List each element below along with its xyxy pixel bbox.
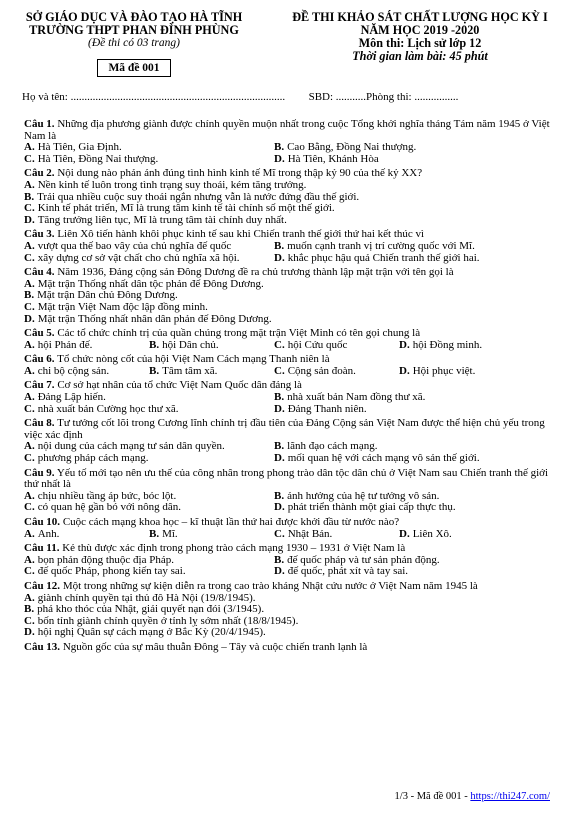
answer-options	[24, 555, 554, 578]
option-letter: D.	[399, 527, 410, 540]
option-text: Hà Tiên, Gia Định.	[37, 141, 122, 154]
option-letter: D.	[274, 251, 285, 264]
option-text: nhà xuất bản Cường học thư xã.	[37, 402, 179, 415]
answer-option	[24, 340, 149, 352]
school-year: NĂM HỌC 2019 -2020	[360, 23, 480, 37]
question-13	[24, 642, 554, 654]
option-text: Mặt trận Thống nhất dân tộc phản đế Đông Dương.	[37, 277, 264, 290]
option-text: khắc phục hậu quả Chiến tranh thế giới hai.	[287, 251, 480, 264]
answer-option	[274, 253, 554, 265]
option-letter: C.	[24, 402, 35, 415]
option-letter: B.	[149, 527, 160, 540]
option-letter: C.	[24, 152, 35, 165]
option-text: lãnh đạo cách mạng.	[287, 440, 378, 453]
sbd-room-field: SBD: ...........Phòng thi: ................	[308, 91, 459, 103]
option-letter: B.	[24, 289, 35, 302]
option-letter: C.	[24, 202, 35, 215]
option-text: Trải qua nhiều cuộc suy thoái ngắn nhưng vẫn là nước đứng đầu thế giới.	[37, 190, 360, 203]
option-letter: A.	[24, 527, 35, 540]
question-text: Câu 3. Liên Xô tiến hành khôi phục kinh tế sau khi Chiến tranh thế giới thứ hai kết thúc vì	[24, 228, 425, 241]
option-letter: C.	[24, 501, 35, 514]
answer-options	[24, 529, 554, 541]
answer-option	[24, 366, 149, 378]
option-letter: C.	[24, 300, 35, 313]
header-left	[12, 11, 256, 77]
option-text: đế quốc Pháp, phong kiến tay sai.	[37, 565, 186, 578]
answer-option	[24, 566, 274, 578]
option-text: hội nghị Quân sự cách mạng ở Bắc Kỳ (20/4/1945).	[37, 626, 266, 639]
option-text: mối quan hệ với cách mạng vô sản thế giới.	[287, 452, 480, 465]
exam-title: ĐỀ THI KHẢO SÁT CHẤT LƯỢNG HỌC KỲ I	[292, 10, 548, 24]
option-letter: B.	[274, 440, 285, 453]
option-text: hội Phản đế.	[37, 338, 93, 351]
option-text: nhà xuất bản Nam đồng thư xã.	[287, 391, 426, 404]
answer-option	[274, 154, 554, 166]
option-letter: D.	[274, 452, 285, 465]
option-letter: C.	[274, 364, 285, 377]
question-10	[24, 517, 554, 540]
option-text: chi bộ cộng sản.	[37, 364, 110, 377]
answer-options	[24, 441, 554, 464]
question-11	[24, 543, 554, 578]
option-letter: A.	[24, 141, 35, 154]
option-text: phương pháp cách mạng.	[37, 452, 149, 465]
answer-option	[274, 340, 399, 352]
question-9	[24, 468, 554, 514]
option-text: nội dung của cách mạng tư sản dân quyền.	[37, 440, 225, 453]
option-letter: B.	[149, 338, 160, 351]
option-letter: C.	[274, 527, 285, 540]
option-letter: A.	[24, 277, 35, 290]
page-footer	[395, 791, 550, 803]
option-text: chịu nhiều tầng áp bức, bóc lột.	[37, 489, 177, 502]
option-text: Hội phục việt.	[412, 364, 476, 377]
answer-options	[24, 366, 554, 378]
answer-options	[24, 392, 554, 415]
question-12	[24, 581, 554, 639]
answer-options	[24, 279, 554, 325]
option-text: bọn phản động thuộc địa Pháp.	[37, 553, 174, 566]
option-letter: D.	[24, 213, 35, 226]
option-letter: C.	[274, 338, 285, 351]
option-letter: B.	[24, 190, 35, 203]
answer-option	[24, 502, 274, 514]
option-text: hội Cứu quốc	[287, 338, 348, 351]
option-letter: A.	[24, 591, 35, 604]
option-text: Cộng sản đoàn.	[287, 364, 356, 377]
question-text: Câu 5. Các tổ chức chính trị của quần chúng trong mặt trận Việt Minh có tên gọi chung là	[24, 327, 421, 340]
question-3	[24, 229, 554, 264]
answer-option	[149, 529, 274, 541]
answer-option	[399, 340, 554, 352]
option-text: Mặt trận Việt Nam độc lập đồng minh.	[37, 300, 208, 313]
option-letter: B.	[274, 489, 285, 502]
student-info-line	[22, 91, 458, 104]
option-letter: A.	[24, 178, 35, 191]
answer-options	[24, 241, 554, 264]
header-right	[270, 11, 570, 63]
option-text: Đảng Lập hiến.	[37, 391, 106, 404]
answer-option	[399, 529, 554, 541]
option-text: có quan hệ gần bó với nông dân.	[37, 501, 181, 514]
option-letter: D.	[399, 338, 410, 351]
answer-options	[24, 142, 554, 165]
answer-option	[274, 502, 554, 514]
question-text: Câu 8. Tư tưởng cốt lõi trong Cương lĩnh chính trị đầu tiên của Đảng Cộng sản Việt Nam được thể hiện chủ yếu trong việc xác định	[24, 417, 545, 441]
option-text: Tâm tâm xã.	[162, 364, 218, 377]
option-letter: A.	[24, 391, 35, 404]
answer-option	[24, 314, 554, 326]
option-letter: D.	[274, 565, 285, 578]
option-letter: D.	[274, 152, 285, 165]
option-text: Hà Tiên, Khánh Hòa	[287, 152, 379, 165]
footer-link[interactable]: https://thi247.com/	[470, 791, 550, 802]
department-name: SỞ GIÁO DỤC VÀ ĐÀO TẠO HÀ TĨNH	[25, 10, 243, 24]
answer-options	[24, 491, 554, 514]
answer-option	[24, 529, 149, 541]
answer-option	[149, 340, 274, 352]
option-text: đế quốc pháp và tư sản phản động.	[287, 553, 440, 566]
option-letter: B.	[24, 603, 35, 616]
pages-note: (Đề thi có 03 trang)	[88, 37, 180, 49]
answer-option	[149, 366, 274, 378]
option-letter: D.	[274, 402, 285, 415]
option-text: Anh.	[37, 527, 60, 540]
answer-option	[274, 366, 399, 378]
option-letter: A.	[24, 338, 35, 351]
answer-option	[24, 253, 274, 265]
option-text: hội Dân chủ.	[162, 338, 219, 351]
option-text: phát triển thành một giai cấp thực thụ.	[287, 501, 456, 514]
option-text: đế quốc, phát xít và tay sai.	[287, 565, 409, 578]
option-text: muốn cạnh tranh vị trí cường quốc với Mĩ.	[287, 239, 475, 252]
option-letter: B.	[274, 553, 285, 566]
exam-code-box: Mã đề 001	[97, 59, 170, 77]
question-2	[24, 168, 554, 226]
answer-option	[24, 404, 274, 416]
option-text: Đảng Thanh niên.	[287, 402, 367, 415]
option-letter: A.	[24, 239, 35, 252]
question-text: Câu 1. Những địa phương giành được chính quyền muộn nhất trong cuộc Tổng khởi nghĩa tháng Tám năm 1945 ở Việt Nam là	[24, 118, 550, 142]
question-5	[24, 328, 554, 351]
answer-option	[274, 529, 399, 541]
option-letter: D.	[274, 501, 285, 514]
answer-option	[24, 453, 274, 465]
duration: Thời gian làm bài: 45 phút	[352, 49, 488, 63]
option-letter: D.	[24, 312, 35, 325]
answer-option	[274, 453, 554, 465]
option-text: xây dựng cơ sở vật chất cho chủ nghĩa xã hội.	[37, 251, 240, 264]
answer-option	[399, 366, 554, 378]
question-text: Câu 4. Năm 1936, Đảng cộng sản Đông Dương đề ra chủ trương thành lập mặt trận với tên gọi là	[24, 266, 454, 279]
option-text: Mặt trận Dân chủ Đông Dương.	[37, 289, 178, 302]
answer-options	[24, 340, 554, 352]
option-letter: D.	[24, 626, 35, 639]
question-list	[24, 119, 554, 657]
question-text: Câu 12. Một trong những sự kiện diễn ra trong cao trào kháng Nhật cứu nước ở Việt Nam năm 1945 là	[24, 579, 478, 592]
school-name: TRƯỜNG THPT PHAN ĐÌNH PHÙNG	[29, 23, 239, 37]
option-letter: C.	[24, 251, 35, 264]
question-1	[24, 119, 554, 165]
answer-option	[274, 566, 554, 578]
option-letter: C.	[24, 565, 35, 578]
question-text: Câu 11. Kẻ thù được xác định trong phong trào cách mạng 1930 – 1931 ở Việt Nam là	[24, 542, 406, 555]
option-text: Kinh tế phát triển, Mĩ là trung tâm kinh tế tài chính số một thế giới.	[37, 202, 335, 215]
option-text: Cao Bằng, Đồng Nai thượng.	[287, 141, 417, 154]
question-4	[24, 267, 554, 325]
answer-option	[274, 404, 554, 416]
answer-options	[24, 180, 554, 226]
option-letter: A.	[24, 364, 35, 377]
question-7	[24, 380, 554, 415]
option-text: phá kho thóc của Nhật, giải quyết nạn đói (3/1945).	[37, 603, 265, 616]
question-text: Câu 9. Yếu tố mới tạo nên ưu thế của công nhân trong phong trào dân tộc dân chủ ở Việt Nam sau Chiến tranh thế giới thứ nhất là	[24, 466, 549, 491]
option-letter: C.	[24, 614, 35, 627]
option-text: Nền kinh tế luôn trong tình trạng suy thoái, kém tăng trưởng.	[37, 178, 307, 191]
option-letter: A.	[24, 489, 35, 502]
option-text: Hà Tiên, Đồng Nai thượng.	[37, 152, 159, 165]
option-text: Mặt trận Thống nhất nhân dân phản đế Đông Dương.	[37, 312, 272, 325]
option-letter: B.	[149, 364, 160, 377]
question-text: Câu 13. Nguồn gốc của sự mâu thuẫn Đông – Tây và cuộc chiến tranh lạnh là	[24, 640, 368, 653]
option-text: Tăng trưởng liên tục, Mĩ là trung tâm tài chính duy nhất.	[37, 213, 287, 226]
option-text: hội Đồng minh.	[412, 338, 483, 351]
option-text: bốn tỉnh giành chính quyền ở tỉnh lỵ sớm nhất (18/8/1945).	[37, 614, 299, 627]
footer-page-info: 1/3 - Mã đề 001 -	[394, 791, 471, 802]
option-letter: A.	[24, 440, 35, 453]
option-letter: B.	[274, 141, 285, 154]
answer-option	[24, 627, 554, 639]
option-text: ảnh hưởng của hệ tư tưởng vô sản.	[287, 489, 440, 502]
student-name-field: Họ và tên: ..............................................................................	[22, 91, 286, 103]
option-letter: D.	[399, 364, 410, 377]
question-text: Câu 10. Cuộc cách mạng khoa học – kĩ thuật lần thứ hai được khởi đầu từ nước nào?	[24, 516, 400, 528]
option-text: Nhật Bản.	[287, 527, 333, 540]
option-text: Liên Xô.	[412, 527, 452, 540]
answer-option	[24, 215, 554, 227]
question-text: Câu 6. Tổ chức nòng cốt của hội Việt Nam Cách mạng Thanh niên là	[24, 353, 330, 366]
option-letter: B.	[274, 239, 285, 252]
subject: Môn thi: Lịch sử lớp 12	[358, 36, 482, 50]
option-letter: B.	[274, 391, 285, 404]
option-letter: A.	[24, 553, 35, 566]
option-text: vượt qua thế bao vây của chủ nghĩa đế quốc	[37, 239, 232, 252]
option-letter: C.	[24, 452, 35, 465]
question-8	[24, 418, 554, 464]
option-text: Mĩ.	[162, 527, 178, 540]
question-text: Câu 2. Nội dung nào phản ánh đúng tình hình kinh tế Mĩ trong thập kỷ 90 của thế kỷ XX?	[24, 167, 423, 180]
answer-option	[24, 154, 274, 166]
option-text: giành chính quyền tại thủ đô Hà Nội (19/8/1945).	[37, 591, 256, 604]
question-6	[24, 354, 554, 377]
question-text: Câu 7. Cơ sở hạt nhân của tổ chức Việt Nam Quốc dân đảng là	[24, 379, 302, 392]
answer-options	[24, 593, 554, 639]
